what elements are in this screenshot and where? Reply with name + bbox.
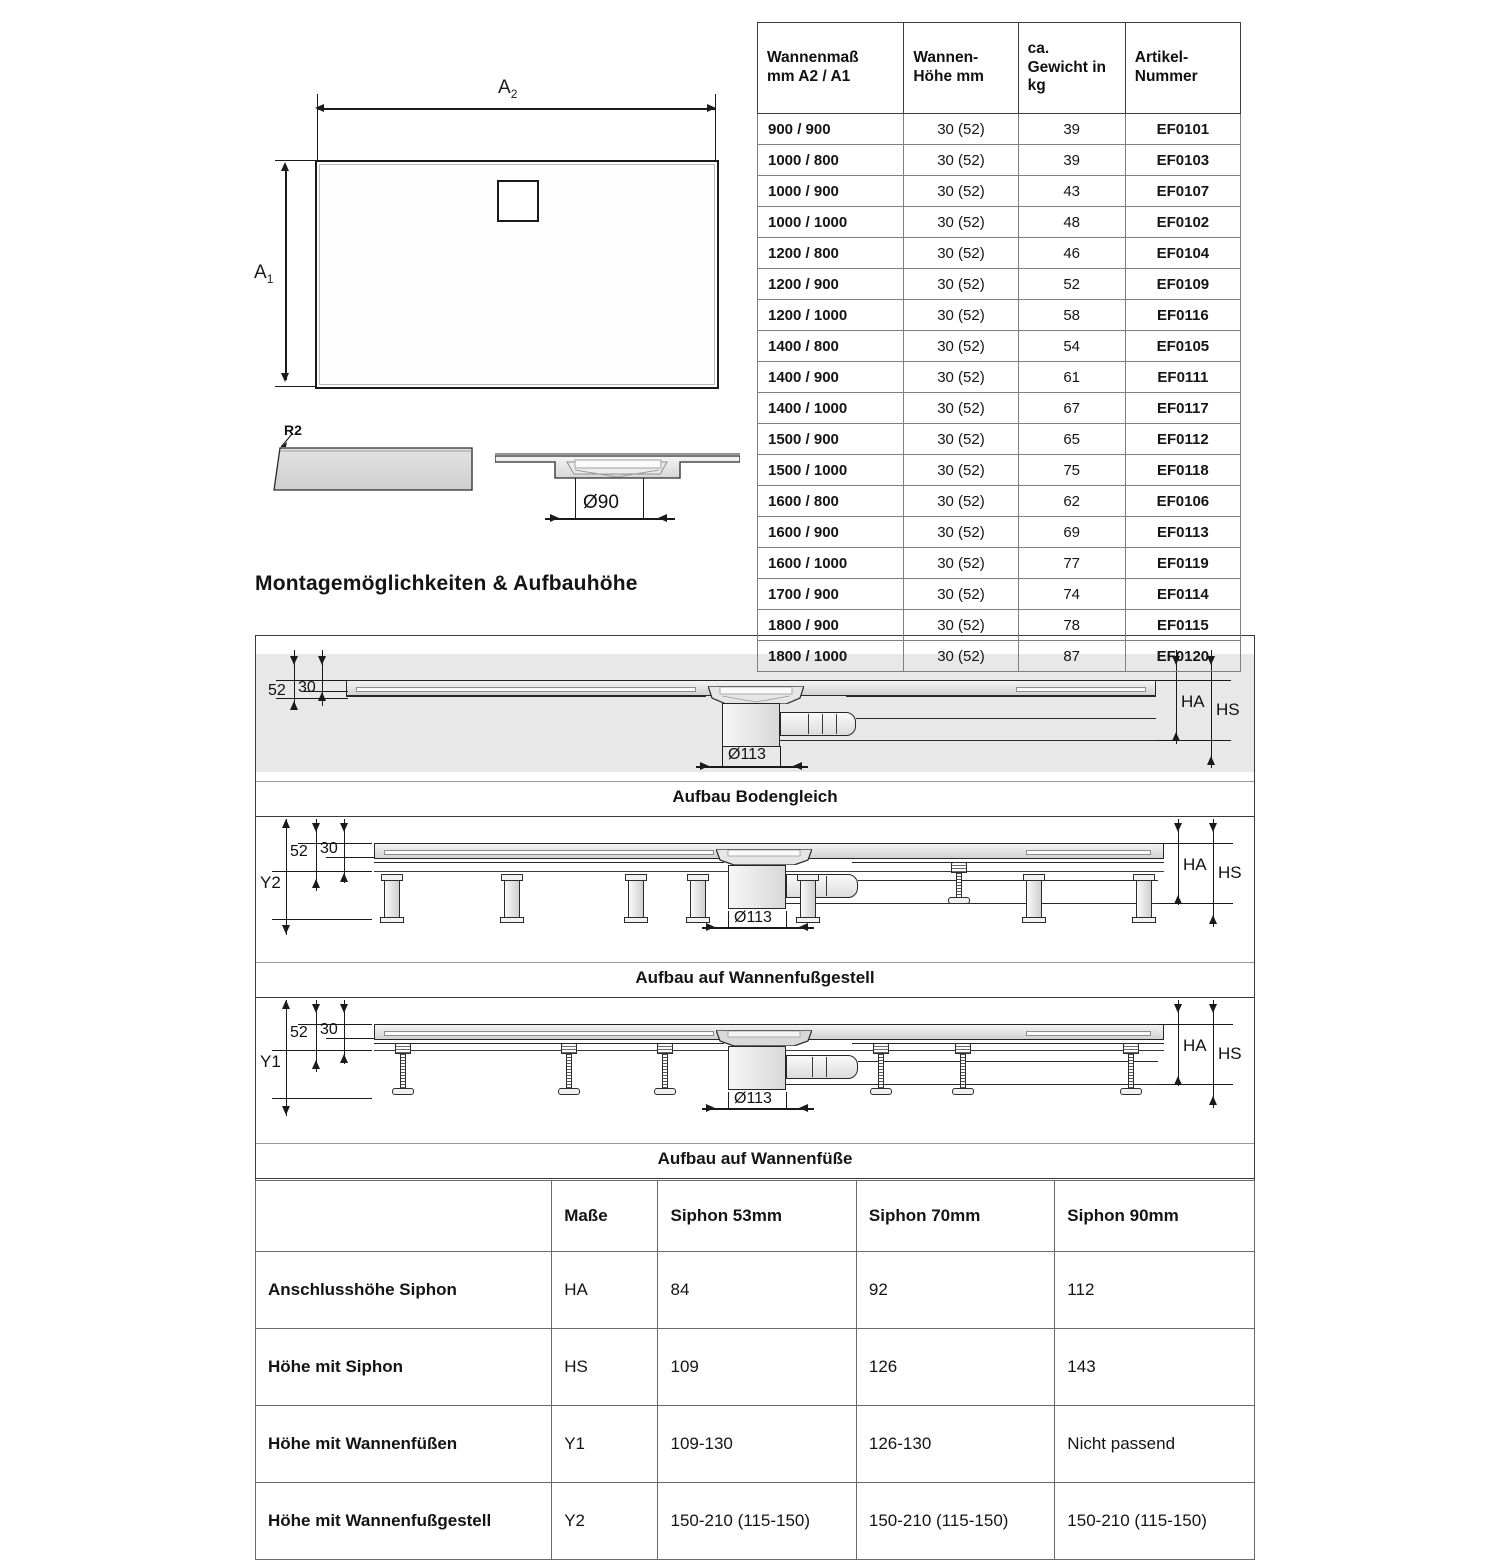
- siphon-header-53: Siphon 53mm: [658, 1181, 856, 1252]
- cell-weight: 77: [1018, 548, 1125, 579]
- table-row: [758, 548, 1241, 579]
- drain-bowl-3: [716, 1030, 812, 1046]
- cell-weight: 58: [1018, 300, 1125, 331]
- cell-siphon-53: 84: [658, 1252, 856, 1329]
- header-wannenmass-l2: mm A2 / A1: [767, 68, 851, 85]
- a2-dimension-line: [317, 108, 715, 110]
- header-artikel-l1: Artikel-: [1134, 49, 1189, 67]
- cell-label: Höhe mit Siphon: [256, 1329, 552, 1406]
- table-row: [256, 1252, 1255, 1329]
- a2-label-base: A: [498, 77, 511, 98]
- cell-weight: 52: [1018, 269, 1125, 300]
- pipe-axis-bottom: [780, 740, 1156, 741]
- cell-size: 1800 / 900: [758, 610, 904, 641]
- a1-arrow-top: [281, 162, 289, 171]
- table-row: [256, 1329, 1255, 1406]
- cell-siphon-90: 112: [1055, 1252, 1255, 1329]
- pipe-rib-2: [822, 714, 823, 734]
- dim-ref-bottom: [276, 698, 348, 699]
- frame-screw-center: [956, 871, 962, 897]
- cell-height: 30 (52): [904, 300, 1018, 331]
- cell-weight: 48: [1018, 207, 1125, 238]
- siphon-header-90: Siphon 90mm: [1055, 1181, 1255, 1252]
- caption-fussgestell: Aufbau auf Wannenfußgestell: [256, 962, 1254, 997]
- header-wannenhoehe-l1: Wannen-: [913, 49, 979, 67]
- cell-siphon-90: 150-210 (115-150): [1055, 1483, 1255, 1560]
- table-row: [758, 424, 1241, 455]
- y1-arrow-bottom: [282, 1106, 290, 1115]
- cell-height: 30 (52): [904, 517, 1018, 548]
- y2-arrow-top: [282, 819, 290, 828]
- cell-weight: 43: [1018, 176, 1125, 207]
- table-row: [758, 207, 1241, 238]
- cell-weight: 54: [1018, 331, 1125, 362]
- r2-label: R2: [284, 422, 302, 438]
- y2-ref-bottom: [272, 919, 372, 920]
- tray-underside-right-3: [852, 1043, 1164, 1044]
- cell-weight: 39: [1018, 114, 1125, 145]
- drain-profile-drawing: [495, 440, 740, 540]
- drain-pipe-3: [786, 1055, 858, 1079]
- tray-lip-left-2: [384, 850, 714, 855]
- table-row: [758, 300, 1241, 331]
- dim-52-label-2: 52: [290, 843, 308, 860]
- tray-lip-left: [356, 687, 696, 692]
- pipe-axis-top-3: [858, 1061, 1158, 1062]
- cell-article: EF0102: [1125, 207, 1240, 238]
- assembly-diagrams: [255, 635, 1255, 1180]
- cell-article: EF0104: [1125, 238, 1240, 269]
- tray-lip-left-3: [384, 1031, 714, 1036]
- y2-line: [286, 819, 287, 935]
- table-row: [758, 517, 1241, 548]
- cell-article: EF0101: [1125, 114, 1240, 145]
- pipe-rib-3-1: [812, 1057, 813, 1077]
- dim30-arrow-bottom-3: [340, 1054, 348, 1063]
- hs-arrow-bottom: [1207, 756, 1215, 765]
- table-row: [256, 1483, 1255, 1560]
- tray-lip-right-2: [1026, 850, 1151, 855]
- table-row: [758, 579, 1241, 610]
- cell-height: 30 (52): [904, 579, 1018, 610]
- dim30-arrow-top-2: [340, 823, 348, 832]
- hs-arrow-bottom-2: [1209, 915, 1217, 924]
- adjustable-foot-5: [960, 1052, 966, 1088]
- cell-code: Y2: [552, 1483, 658, 1560]
- dim52-arrow-bottom: [290, 701, 298, 710]
- d113-label-3: Ø113: [734, 1090, 772, 1107]
- frame-foot-2: [504, 879, 520, 919]
- cell-article: EF0113: [1125, 517, 1240, 548]
- spec-table-head: [758, 23, 1241, 114]
- table-row: [758, 176, 1241, 207]
- assembly-row-wannenfuesse: [256, 998, 1254, 1179]
- a2-ext-left: [317, 94, 318, 162]
- frame-foot-1: [384, 879, 400, 919]
- cell-height: 30 (52): [904, 455, 1018, 486]
- tray-lip-right-3: [1026, 1031, 1151, 1036]
- spec-table-header-row: [758, 23, 1241, 114]
- cell-height: 30 (52): [904, 424, 1018, 455]
- cell-size: 1200 / 1000: [758, 300, 904, 331]
- cell-article: EF0111: [1125, 362, 1240, 393]
- cell-siphon-70: 126-130: [856, 1406, 1054, 1483]
- header-wannenhoehe-l2: Höhe mm: [913, 68, 984, 85]
- d113-dimension-line: [696, 766, 808, 768]
- d113-arrow-right: [793, 762, 802, 770]
- edge-profile-drawing: [262, 420, 492, 530]
- ha-ref-top-2: [1158, 843, 1233, 844]
- header-gewicht-l3: kg: [1027, 77, 1046, 95]
- cell-height: 30 (52): [904, 486, 1018, 517]
- dim-52-label: 52: [268, 682, 286, 699]
- cell-size: 1700 / 900: [758, 579, 904, 610]
- cell-size: 1400 / 800: [758, 331, 904, 362]
- d90-arrow-right: [658, 514, 667, 522]
- cell-size: 900 / 900: [758, 114, 904, 145]
- cell-size: 1600 / 900: [758, 517, 904, 548]
- cell-height: 30 (52): [904, 610, 1018, 641]
- pipe-rib-1: [808, 714, 809, 734]
- frame-foot-7: [1136, 879, 1152, 919]
- dim30-arrow-bottom: [318, 692, 326, 701]
- dim-30-label: 30: [298, 679, 316, 696]
- d113-arrow-left: [700, 762, 709, 770]
- cell-article: EF0106: [1125, 486, 1240, 517]
- table-row: [256, 1406, 1255, 1483]
- adjustable-foot-4: [878, 1052, 884, 1088]
- cell-article: EF0112: [1125, 424, 1240, 455]
- hs-label-2: HS: [1218, 863, 1242, 882]
- table-row: [758, 362, 1241, 393]
- header-wannenhoehe: [904, 23, 1018, 114]
- cell-size: 1000 / 800: [758, 145, 904, 176]
- dim52-arrow-bottom-3: [312, 1060, 320, 1069]
- y1-arrow-top: [282, 1000, 290, 1009]
- cell-weight: 67: [1018, 393, 1125, 424]
- cell-size: 1200 / 800: [758, 238, 904, 269]
- a1-label: [254, 262, 273, 286]
- drain-body-2: [728, 865, 786, 909]
- hs-label: HS: [1216, 700, 1240, 719]
- cell-siphon-53: 109-130: [658, 1406, 856, 1483]
- hs-ref-bottom-2: [1158, 903, 1233, 904]
- siphon-table: [255, 1180, 1255, 1560]
- ha-label: HA: [1181, 692, 1205, 711]
- pipe-axis-top-2: [858, 880, 1158, 881]
- cell-height: 30 (52): [904, 393, 1018, 424]
- d90-ext-right: [643, 478, 644, 520]
- dim30-arrow-bottom-2: [340, 873, 348, 882]
- caption-wannenfuesse: Aufbau auf Wannenfüße: [256, 1143, 1254, 1178]
- drain-pipe: [780, 712, 856, 736]
- pipe-axis-bottom-3: [786, 1084, 1158, 1085]
- drain-bowl: [708, 686, 804, 704]
- d113-arrow-right-2: [799, 923, 808, 931]
- adjustable-foot-1: [400, 1052, 406, 1088]
- cell-siphon-53: 150-210 (115-150): [658, 1483, 856, 1560]
- cell-article: EF0116: [1125, 300, 1240, 331]
- d90-arrow-left: [550, 514, 559, 522]
- table-row: [758, 145, 1241, 176]
- cell-size: 1800 / 1000: [758, 641, 904, 672]
- ha-arrow-top-3: [1174, 1004, 1182, 1013]
- hs-ref-bottom-3: [1158, 1084, 1233, 1085]
- ha-label-2: HA: [1183, 855, 1207, 874]
- cell-size: 1000 / 1000: [758, 207, 904, 238]
- table-row: [758, 238, 1241, 269]
- a2-ext-right: [715, 94, 716, 162]
- spec-table: [757, 22, 1241, 672]
- cell-size: 1400 / 900: [758, 362, 904, 393]
- drain-body-3: [728, 1046, 786, 1090]
- cell-weight: 61: [1018, 362, 1125, 393]
- dim52-arrow-bottom-2: [312, 879, 320, 888]
- table-row: [758, 641, 1241, 672]
- table-row: [758, 331, 1241, 362]
- cell-article: EF0107: [1125, 176, 1240, 207]
- tray-underside-left-2: [374, 862, 724, 863]
- cell-size: 1600 / 1000: [758, 548, 904, 579]
- siphon-header-blank: [256, 1181, 552, 1252]
- cell-label: Höhe mit Wannenfußgestell: [256, 1483, 552, 1560]
- cell-code: HS: [552, 1329, 658, 1406]
- cell-weight: 46: [1018, 238, 1125, 269]
- pipe-rib-2-2: [826, 876, 827, 896]
- siphon-header-masse: Maße: [552, 1181, 658, 1252]
- frame-foot-5: [800, 879, 816, 919]
- caption-bodengleich: Aufbau Bodengleich: [256, 781, 1254, 816]
- adjustable-foot-2: [566, 1052, 572, 1088]
- ha-arrow-top-2: [1174, 823, 1182, 832]
- siphon-table-body: [256, 1252, 1255, 1560]
- tray-underside-right-2: [852, 862, 1164, 863]
- drain-bowl-svg-3: [716, 1030, 812, 1046]
- drain-bowl-svg: [708, 686, 804, 704]
- ha-ref-top-3: [1158, 1024, 1233, 1025]
- a1-label-base: A: [254, 262, 267, 283]
- table-row: [758, 269, 1241, 300]
- dim52-arrow-top: [290, 656, 298, 665]
- table-row: [758, 114, 1241, 145]
- cell-weight: 39: [1018, 145, 1125, 176]
- d113-label: Ø113: [728, 746, 766, 763]
- dim-30-label-2: 30: [320, 840, 338, 857]
- hs-arrow-top-2: [1209, 823, 1217, 832]
- header-artikel-l2: Nummer: [1134, 68, 1198, 85]
- cell-code: Y1: [552, 1406, 658, 1483]
- d90-label: Ø90: [583, 492, 619, 513]
- dim52-arrow-top-3: [312, 1004, 320, 1013]
- cell-article: EF0114: [1125, 579, 1240, 610]
- dim-30-label-3: 30: [320, 1021, 338, 1038]
- assembly-row-fussgestell: [256, 817, 1254, 998]
- drain-bowl-svg-2: [716, 849, 812, 865]
- y1-ref-top: [272, 1050, 372, 1051]
- cell-height: 30 (52): [904, 207, 1018, 238]
- a2-label-sub: 2: [510, 86, 518, 101]
- y2-arrow-bottom: [282, 925, 290, 934]
- table-row: [758, 393, 1241, 424]
- d113-ext-right: [780, 746, 781, 768]
- a1-label-sub: 1: [266, 271, 274, 286]
- cell-weight: 74: [1018, 579, 1125, 610]
- header-wannenmass-l1: Wannenmaß: [767, 49, 859, 67]
- header-gewicht-l1: ca.: [1027, 39, 1050, 57]
- cell-article: EF0105: [1125, 331, 1240, 362]
- cell-weight: 75: [1018, 455, 1125, 486]
- pipe-rib-3: [836, 714, 837, 734]
- cell-code: HA: [552, 1252, 658, 1329]
- cell-siphon-70: 126: [856, 1329, 1054, 1406]
- drain-opening-icon: [497, 180, 539, 222]
- assembly-canvas-fussgestell: [256, 817, 1254, 962]
- cell-weight: 69: [1018, 517, 1125, 548]
- spec-table-body: [758, 114, 1241, 672]
- header-artikelnummer: [1125, 23, 1240, 114]
- frame-foot-3: [628, 879, 644, 919]
- dim-52-label-3: 52: [290, 1024, 308, 1041]
- pipe-rib-3-2: [826, 1057, 827, 1077]
- hs-line-3: [1213, 1000, 1214, 1108]
- ha-label-3: HA: [1183, 1036, 1207, 1055]
- y1-ref-bottom: [272, 1098, 372, 1099]
- cell-article: EF0119: [1125, 548, 1240, 579]
- tray-underside-right: [846, 696, 1156, 697]
- cell-height: 30 (52): [904, 269, 1018, 300]
- pipe-axis-bottom-2: [786, 903, 1158, 904]
- hs-line-2: [1213, 819, 1214, 927]
- cell-weight: 87: [1018, 641, 1125, 672]
- siphon-header-70: Siphon 70mm: [856, 1181, 1054, 1252]
- cell-siphon-70: 150-210 (115-150): [856, 1483, 1054, 1560]
- cell-size: 1000 / 900: [758, 176, 904, 207]
- cell-article: EF0118: [1125, 455, 1240, 486]
- cell-size: 1500 / 1000: [758, 455, 904, 486]
- y2-label: Y2: [260, 873, 281, 892]
- ha-ref-top: [1156, 680, 1231, 681]
- d90-ext-left: [575, 478, 576, 520]
- cell-weight: 62: [1018, 486, 1125, 517]
- cell-height: 30 (52): [904, 114, 1018, 145]
- d113-dimension-line-2: [702, 927, 814, 929]
- a2-label: [498, 77, 517, 101]
- cell-height: 30 (52): [904, 176, 1018, 207]
- a1-dimension-line: [285, 166, 287, 380]
- d113-arrow-left-2: [706, 923, 715, 931]
- tray-underside-left: [346, 696, 706, 697]
- cell-size: 1500 / 900: [758, 424, 904, 455]
- frame-foot-4: [690, 879, 706, 919]
- siphon-table-head: [256, 1181, 1255, 1252]
- cell-height: 30 (52): [904, 641, 1018, 672]
- table-row: [758, 610, 1241, 641]
- cell-siphon-90: 143: [1055, 1329, 1255, 1406]
- adjustable-foot-6: [1128, 1052, 1134, 1088]
- cell-article: EF0115: [1125, 610, 1240, 641]
- cell-size: 1400 / 1000: [758, 393, 904, 424]
- cell-siphon-53: 109: [658, 1329, 856, 1406]
- y2-ref-top: [272, 871, 372, 872]
- cell-article: EF0109: [1125, 269, 1240, 300]
- header-gewicht-l2: Gewicht in: [1027, 58, 1106, 76]
- cell-size: 1200 / 900: [758, 269, 904, 300]
- adjustable-foot-3: [662, 1052, 668, 1088]
- dim30-arrow-top: [318, 656, 326, 665]
- header-wannenmass: [758, 23, 904, 114]
- d113-arrow-right-3: [799, 1104, 808, 1112]
- cell-label: Höhe mit Wannenfüßen: [256, 1406, 552, 1483]
- table-row: [758, 486, 1241, 517]
- table-row: [758, 455, 1241, 486]
- frame-foot-6: [1026, 879, 1042, 919]
- cell-article: EF0103: [1125, 145, 1240, 176]
- hs-ref-bottom: [1156, 740, 1231, 741]
- assembly-canvas-wannenfuesse: [256, 998, 1254, 1143]
- cell-height: 30 (52): [904, 331, 1018, 362]
- header-gewicht: [1018, 23, 1125, 114]
- cell-height: 30 (52): [904, 548, 1018, 579]
- pipe-axis-top: [856, 718, 1156, 719]
- d113-arrow-left-3: [706, 1104, 715, 1112]
- cell-label: Anschlusshöhe Siphon: [256, 1252, 552, 1329]
- cell-height: 30 (52): [904, 145, 1018, 176]
- hs-label-3: HS: [1218, 1044, 1242, 1063]
- d113-label-2: Ø113: [734, 909, 772, 926]
- cell-height: 30 (52): [904, 238, 1018, 269]
- drain-body: [722, 703, 780, 747]
- cell-article: EF0117: [1125, 393, 1240, 424]
- plan-view-drawing: [250, 70, 750, 420]
- siphon-table-header-row: [256, 1181, 1255, 1252]
- cell-article: EF0120: [1125, 641, 1240, 672]
- drain-bowl-2: [716, 849, 812, 865]
- a1-arrow-bottom: [281, 373, 289, 382]
- tray-lip-right: [1016, 687, 1146, 692]
- cell-siphon-70: 92: [856, 1252, 1054, 1329]
- dim30-arrow-top-3: [340, 1004, 348, 1013]
- dim52-arrow-top-2: [312, 823, 320, 832]
- hs-arrow-bottom-3: [1209, 1096, 1217, 1105]
- y1-label: Y1: [260, 1052, 281, 1071]
- d113-dimension-line-3: [702, 1108, 814, 1110]
- cell-siphon-90: Nicht passend: [1055, 1406, 1255, 1483]
- hs-arrow-top-3: [1209, 1004, 1217, 1013]
- section-title-montage: Montagemöglichkeiten & Aufbauhöhe: [255, 572, 638, 595]
- cell-size: 1600 / 800: [758, 486, 904, 517]
- cell-weight: 65: [1018, 424, 1125, 455]
- d90-dimension-line: [545, 518, 675, 520]
- cell-height: 30 (52): [904, 362, 1018, 393]
- d113-ext-left: [722, 746, 723, 768]
- cell-weight: 78: [1018, 610, 1125, 641]
